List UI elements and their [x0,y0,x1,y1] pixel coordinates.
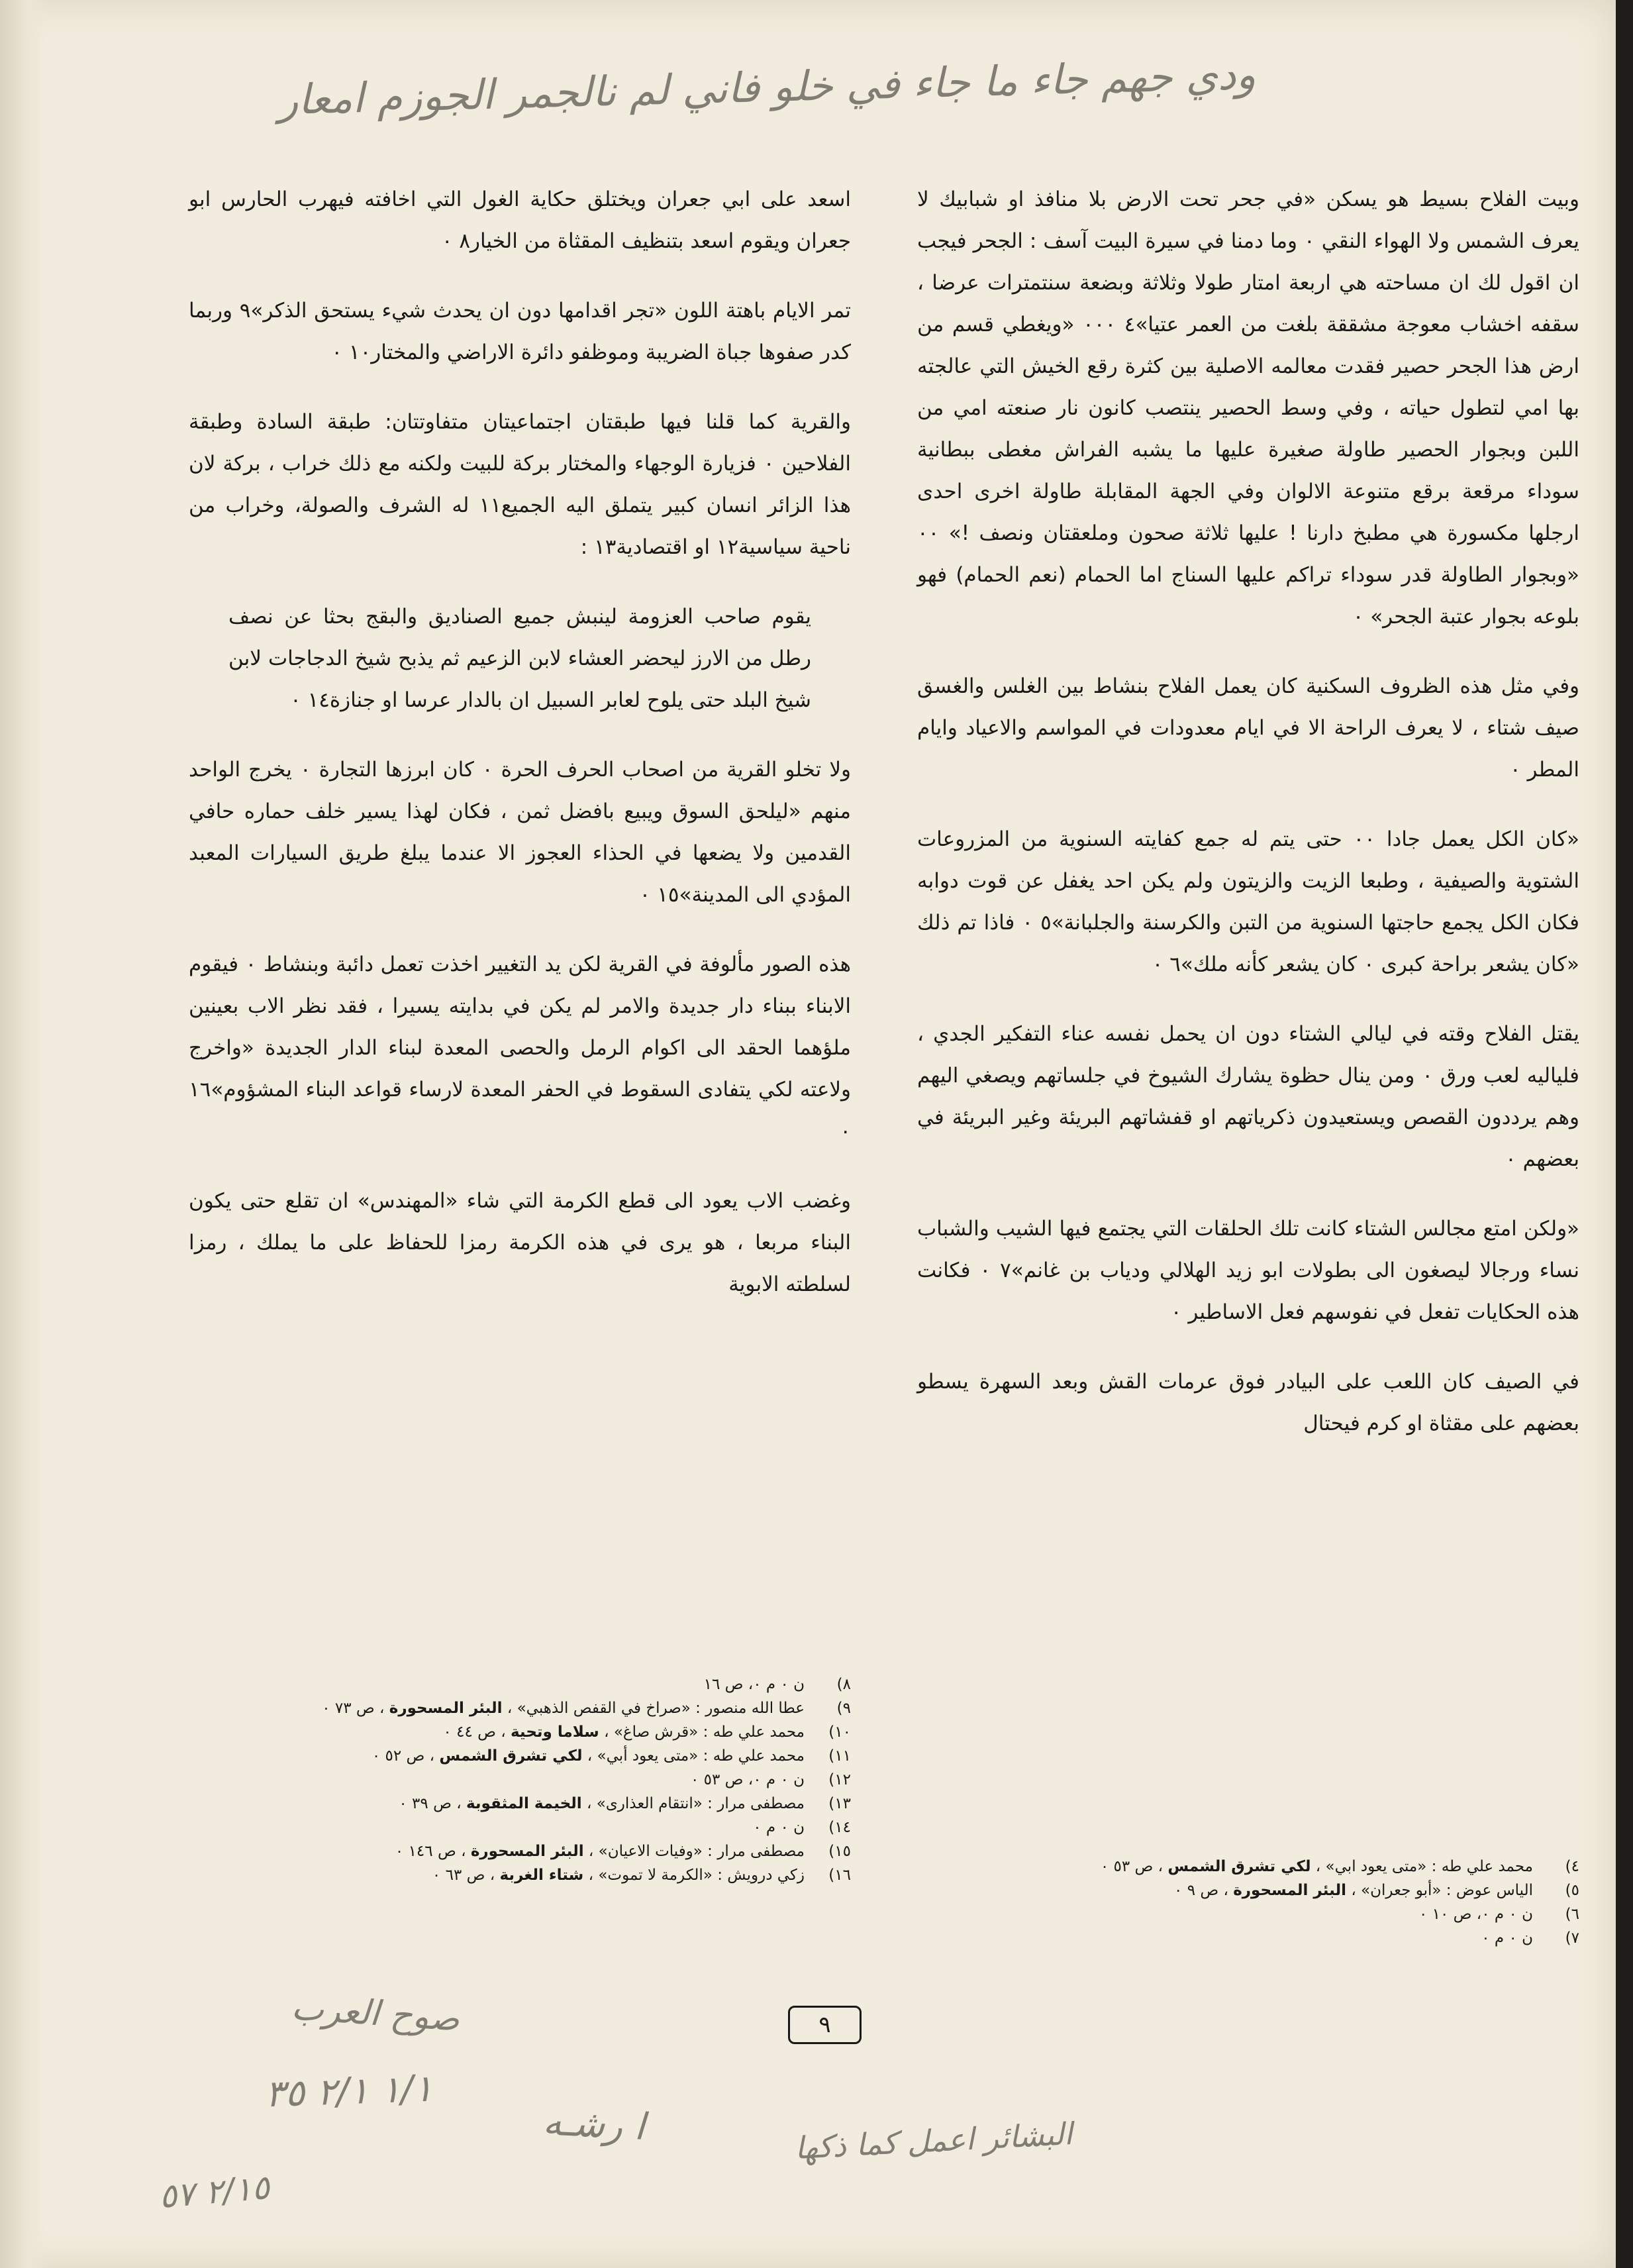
paragraph: «كان الكل يعمل جادا ٠٠ حتى يتم له جمع كفايته السنوية من المزروعات الشتوية والصيفية ، وطبعا الزيت والزيتون ولم يكن احد يغفل عن قوت دوابه فكان الكل يجمع حاجتها السنوية من التبن والكرسنة والجلبانة»٥ ٠ فاذا تم ذلك «كان يشعر براحة كبرى ٠ كان يشعر كأنه ملك»٦ ٠ [917,827,1579,976]
paragraph: «ولكن امتع مجالس الشتاء كانت تلك الحلقات التي يجتمع فيها الشيب والشباب نساء ورجالا ليصغون الى بطولات ابو زيد الهلالي ودياب بن غانم»٧ ٠ فكانت هذه الحكايات تفعل في نفوسهم فعل الاساطير ٠ [917,1217,1580,1324]
handwritten-note-bottom: ١/١ ٢/١ ٣٥ [264,2067,434,2116]
footnote: ١٥) مصطفى مرار : «وفيات الاعيان» ، البئر المسحورة ، ص ١٤٦ ٠ [395,1843,851,1860]
footnote: ٤) محمد علي طه : «متى يعود ابي» ، لكي تشرق الشمس ، ص ٥٣ ٠ [1100,1858,1579,1875]
paragraph: والقرية كما قلنا فيها طبقتان اجتماعيتان متفاوتتان: طبقة السادة وطبقة الفلاحين ٠ فزيارة الوجهاء والمختار بركة للبيت ولكنه مع ذلك خراب ، بركة لان هذا الزائر انسان كبير يتملق اليه الجميع١١ له الشرف والصولة، وخراب من ناحية سياسية١٢ او اقتصادية١٣ : [189,410,851,559]
footnote: ٦) ن ٠ م ٠، ص ١٠ ٠ [1418,1906,1579,1923]
footnote: ٧) ن ٠ م ٠ [1481,1930,1579,1947]
footnotes-left [189,1673,851,1887]
paragraph: ولا تخلو القرية من اصحاب الحرف الحرة ٠ كان ابرزها التجارة ٠ يخرج الواحد منهم «ليلحق السوق ويبيع بافضل ثمن ، فكان لهذا يسير خلف حماره حافي القدمين ولا يضعها في الحذاء العجوز الا عندما يبلغ طريق السيارات المعبد المؤدي الى المدينة»١٥ ٠ [189,758,851,907]
handwritten-note-bottom: ٢/١٥ ٥٧ [157,2167,272,2216]
text-column-left [189,179,851,1333]
footnote: ١٤) ن ٠ م ٠ [753,1819,851,1836]
text-column-right [917,179,1579,1472]
paragraph: اسعد على ابي جعران ويختلق حكاية الغول التي اخافته فيهرب الحارس ابو جعران ويقوم اسعد بتنظيف المقثاة من الخيار٨ ٠ [189,187,851,253]
handwritten-note-bottom: البشائر اعمل كما ذكها [793,2116,1073,2166]
footnote: ١٣) مصطفى مرار : «انتقام العذارى» ، الخيمة المثقوبة ، ص ٣٩ ٠ [399,1795,851,1812]
page-number: ٩ [788,2006,862,2044]
handwritten-note-top: ودي جهم جاء ما جاء في خلو فاني لم نالجمر الجوزم امعار [277,50,1257,125]
footnote: ٩) عطا الله منصور : «صراخ في القفص الذهبي» ، البئر المسحورة ، ص ٧٣ ٠ [322,1700,851,1717]
paragraph: هذه الصور مألوفة في القرية لكن يد التغيير اخذت تعمل دائبة وبنشاط ٠ فيقوم الابناء ببناء دار جديدة والامر لم يكن في بدايته يسيرا ، فقد نظر الاب بعينين ملؤهما الحقد الى اكوام الرمل والحصى المعدة لبناء الدار الجديدة «واخرج ولاعته لكي يتفادى السقوط في الحفر المعدة لارساء قواعد البناء المشؤوم»١٦ ٠ [189,953,851,1143]
paragraph: تمر الايام باهتة اللون «تجر اقدامها دون ان يحدث شيء يستحق الذكر»٩ وربما كدر صفوها جباة الضريبة وموظفو دائرة الاراضي والمختار١٠ ٠ [189,299,851,364]
paragraph: يقتل الفلاح وقته في ليالي الشتاء دون ان يحمل نفسه عناء التفكير الجدي ، فلياليه لعب ورق ٠ ومن ينال حظوة يشارك الشيوخ في جلساتهم ويصغي اليهم وهم يرددون القصص ويستعيدون ذكرياتهم او قفشاتهم البريئة وغير البريئة في بعضهم ٠ [917,1022,1580,1171]
footnote: ٥) الياس عوض : «أبو جعران» ، البئر المسحورة ، ص ٩ ٠ [1174,1882,1579,1899]
binding-edge [0,0,46,2268]
footnote: ٨) ن ٠ م ٠، ص ١٦ [703,1676,851,1693]
footnote: ١١) محمد علي طه : «متى يعود أبي» ، لكي تشرق الشمس ، ص ٥٢ ٠ [371,1747,851,1765]
handwritten-note-bottom: ا رشـه [542,2100,646,2149]
footnote: ١٠) محمد علي طه : «قرش صاغ» ، سلاما وتحية ، ص ٤٤ ٠ [443,1724,851,1741]
handwritten-note-bottom: صوح العرب [290,1988,461,2039]
paragraph: في الصيف كان اللعب على البيادر فوق عرمات القش وبعد السهرة يسطو بعضهم على مقثاة او كرم فيحتال [917,1370,1579,1435]
footnotes-right [917,1855,1579,1950]
footnote: ١٦) زكي درويش : «الكرمة لا تموت» ، شتاء الغربة ، ص ٦٣ ٠ [432,1867,851,1884]
footnote: ١٢) ن ٠ م ٠، ص ٥٣ ٠ [690,1771,851,1788]
paragraph: وبيت الفلاح بسيط هو يسكن «في جحر تحت الارض بلا منافذ او شبابيك لا يعرف الشمس ولا الهواء النقي ٠ وما دمنا في سيرة البيت آسف : الجحر فيجب ان اقول لك ان مساحته هي اربعة امتار طولا وثلاثة وبضعة سنتمترات عرضا ، سقفه اخشاب معوجة مشققة بلغت من العمر عتيا»٤ ٠٠٠ «ويغطي قسم من ارض هذا الجحر حصير فقدت معالمه الاصلية بين كثرة رقع الخيش التي عالجته بها امي لتطول حياته ، وفي وسط الحصير ينتصب كانون نار صنعته امي من اللبن وبجوار الحصير طاولة صغيرة عليها ما يشبه الفراش مغطى ببطانية سوداء مرقعة برقع متنوعة الالوان وفي الجهة المقابلة طاولة اخرى احدى ارجلها مكسورة هي مطبخ دارنا ! عليها ثلاثة صحون وملعقتان ونصف !» ٠٠ «وبجوار الطاولة قدر سوداء تراكم عليها السناج اما الحمام (نعم الحمام) فهو بلوعه بجوار عتبة الجحر» ٠ [917,187,1580,629]
block-quote: يقوم صاحب العزومة لينبش جميع الصناديق والبقج بحثا عن نصف رطل من الارز ليحضر العشاء لابن الزعيم ثم يذبح شيخ الدجاجات لابن شيخ البلد حتى يلوح لعابر السبيل ان بالدار عرسا او جنازة١٤ ٠ [228,605,811,712]
paragraph: وغضب الاب يعود الى قطع الكرمة التي شاء «المهندس» ان تقلع حتى يكون البناء مربعا ، هو يرى في هذه الكرمة رمزا للحفاظ على ما يملك ، رمزا لسلطته الابوية [189,1189,851,1296]
paragraph: وفي مثل هذه الظروف السكنية كان يعمل الفلاح بنشاط بين الغلس والغسق صيف شتاء ، لا يعرف الراحة الا في ايام معدودات في المواسم والاعياد وايام المطر ٠ [917,674,1579,782]
